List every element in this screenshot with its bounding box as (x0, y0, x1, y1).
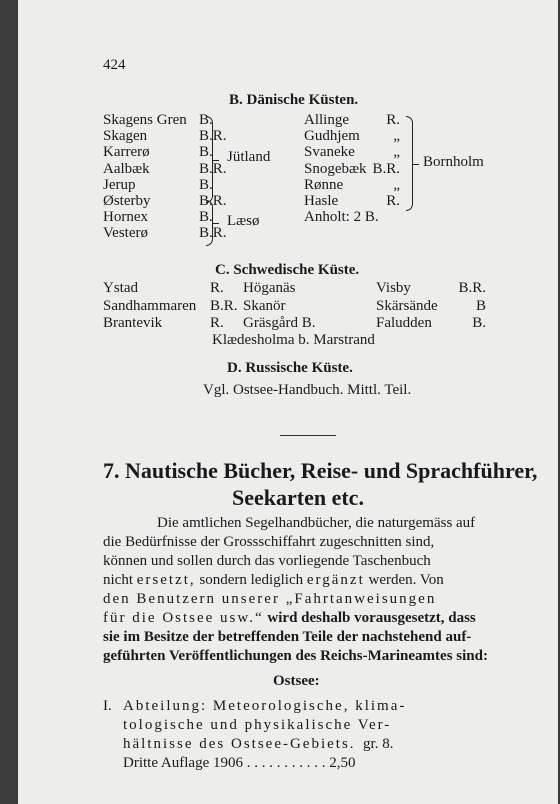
section7-title-line1: 7. Nautische Bücher, Reise- und Sprachführer, (103, 458, 538, 483)
para-line-8: geführten Veröffentlichungen des Reichs-Marineamtes sind: (103, 648, 488, 664)
swedish-cell: B. (472, 315, 486, 331)
danish-place: Hornex (103, 209, 148, 226)
entry-line-3a: hältnisse des Ostsee-Gebiets. (123, 736, 356, 752)
danish-code-bornholm: „ (393, 176, 400, 193)
para-line-1: Die amtlichen Segelhandbücher, die naturgemäss auf (157, 515, 476, 531)
para-line-4a: nicht (103, 572, 137, 588)
swedish-cell: Sandhammaren (103, 297, 197, 314)
para-line-2: die Bedürfnisse der Grossschiffahrt zugeschnitten sind, (103, 534, 435, 550)
bornholm-brace (406, 116, 413, 211)
danish-place-bornholm: Snogebæk (304, 160, 367, 177)
swedish-cell: B.R. (458, 280, 486, 296)
book-page (18, 0, 558, 804)
danish-place-bornholm: Gudhjem (304, 128, 360, 145)
emph-ergaenzt: ergänzt (306, 572, 365, 588)
danish-place: Skagens Gren (103, 112, 187, 128)
para-line-6 (103, 611, 476, 626)
danish-code-bornholm: B.R. (372, 160, 400, 177)
group-jutland: Jütland (227, 149, 271, 165)
swedish-cell: B.R. (210, 297, 238, 314)
danish-place-bornholm: Hasle (304, 193, 339, 209)
para-line-4c: sondern lediglich (195, 572, 307, 588)
heading-russian: D. Russische Küste. (227, 360, 353, 376)
swedish-last-line: Klædesholma b. Marstrand (212, 332, 375, 348)
group-bornholm: Bornholm (423, 154, 484, 170)
para-line-4e: werden. Von (364, 572, 444, 588)
entry-line-1: Abteilung: Meteorologische, klima- (123, 698, 407, 714)
danish-place: Karrerø (103, 144, 150, 161)
danish-code: B.R. (199, 160, 227, 177)
para-line-3: können und sollen durch das vorliegende Taschenbuch (103, 553, 431, 569)
emph-ersetzt: ersetzt, (136, 572, 196, 588)
danish-code-bornholm: „ (393, 128, 400, 145)
danish-place: Skagen (103, 128, 148, 145)
heading-danish: B. Dänische Küsten. (229, 92, 359, 108)
danish-code: B. (199, 112, 213, 128)
danish-place-bornholm: Svaneke (304, 144, 355, 161)
laeso-brace (206, 200, 213, 246)
danish-code: B.R. (199, 128, 227, 145)
swedish-cell: Ystad (103, 280, 138, 296)
ostsee-heading: Ostsee: (273, 673, 320, 689)
para-line-7: sie im Besitze der betreffenden Teile der nachstehend auf- (103, 629, 472, 645)
jutland-brace (206, 116, 213, 203)
swedish-cell: R. (210, 280, 224, 296)
entry-line-3 (123, 737, 393, 752)
danish-place: Østerby (103, 193, 151, 209)
para-line-5: den Benutzern unserer „Fahrtanweisungen (103, 591, 437, 607)
swedish-cell: Visby (376, 280, 411, 296)
swedish-cell: B (475, 297, 486, 314)
group-laeso: Læsø (227, 213, 260, 229)
page-number: 424 (103, 57, 126, 73)
danish-code: B. (199, 144, 213, 161)
danish-code-bornholm: R. (386, 112, 400, 128)
danish-place-bornholm: Rønne (304, 176, 344, 193)
heading-swedish: C. Schwedische Küste. (215, 262, 360, 278)
danish-place: Jerup (103, 176, 136, 193)
swedish-cell: Skanör (243, 297, 286, 314)
swedish-cell: Höganäs (243, 280, 296, 296)
danish-code-bornholm: R. (386, 193, 400, 209)
danish-code: B. (199, 176, 213, 193)
danish-place-bornholm: Allinge (304, 112, 349, 128)
swedish-cell: Skärsände (376, 297, 438, 314)
entry-line-3b: gr. 8. (363, 736, 394, 752)
danish-place: Aalbæk (103, 160, 150, 177)
para-line-6b: wird deshalb vorausgesetzt, dass (263, 610, 476, 626)
danish-code: B. (199, 209, 213, 226)
swedish-cell: Gräsgård B. (243, 315, 316, 331)
swedish-cell: Faludden (376, 315, 432, 331)
danish-place-bornholm: Anholt: 2 B. (304, 209, 379, 226)
section7-title-line2: Seekarten etc. (232, 485, 364, 510)
entry-number: I. (103, 698, 112, 714)
entry-line-2: tologische und physikalische Ver- (123, 717, 392, 733)
entry-line-4: Dritte Auflage 1906 . . . . . . . . . . . 2,50 (123, 755, 356, 771)
russian-line: Vgl. Ostsee-Handbuch. Mittl. Teil. (203, 382, 412, 398)
section-divider (280, 435, 336, 436)
danish-code-bornholm: „ (393, 144, 400, 161)
danish-code: B.R. (199, 193, 227, 209)
para-line-4 (103, 573, 444, 588)
para-line-6a: für die Ostsee usw.“ (103, 610, 264, 626)
swedish-cell: Brantevik (103, 315, 163, 331)
danish-place: Vesterø (103, 225, 148, 242)
danish-code: B.R. (199, 225, 227, 242)
swedish-cell: R. (210, 315, 224, 331)
